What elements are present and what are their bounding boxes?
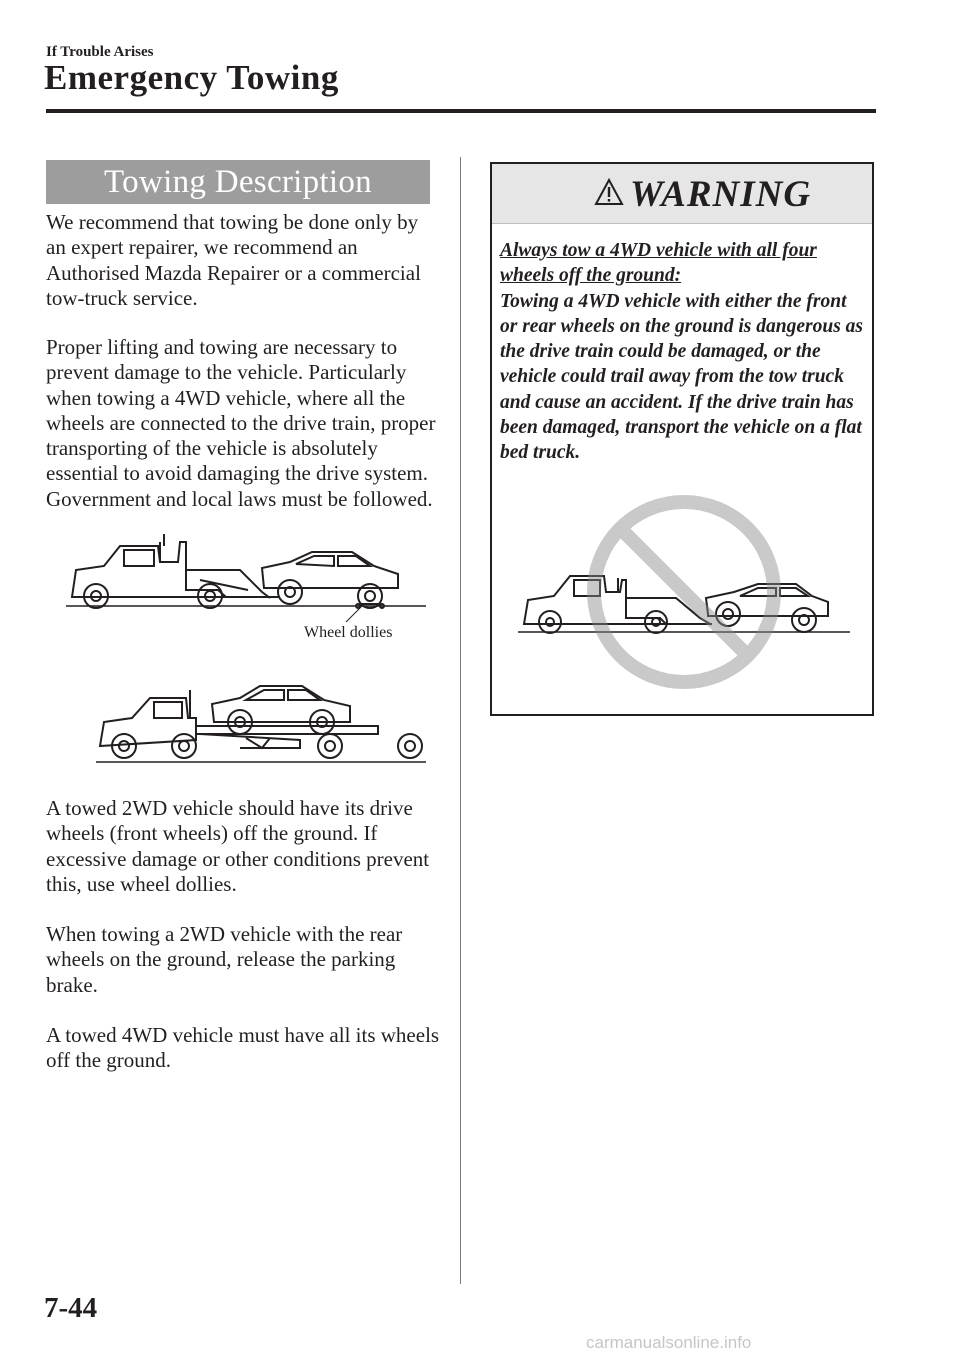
paragraph-intro: We recommend that towing be done only by an expert repairer, we recommend an Authorised Mazda Repairer or a commercial tow-truck service.: [46, 210, 421, 310]
warning-heading: Always tow a 4WD vehicle with all four wheels off the ground:: [500, 240, 817, 287]
section-title: Towing Description: [46, 160, 430, 204]
paragraph-2wd: A towed 2WD vehicle should have its drive wheels (front wheels) off the ground. If excessive damage or other conditions prevent this, use wheel dollies.: [46, 796, 430, 896]
paragraph-4wd: A towed 4WD vehicle must have all its wheels off the ground.: [46, 1023, 440, 1073]
watermark: carmanualsonline.info: [586, 1333, 752, 1352]
wheel-dollies-label: Wheel dollies: [304, 624, 393, 641]
chapter-title: Emergency Towing: [44, 58, 339, 97]
warning-title: WARNING: [630, 174, 812, 215]
breadcrumb: If Trouble Arises: [46, 44, 154, 60]
warning-body: Towing a 4WD vehicle with either the front or rear wheels on the ground is dangerous as the drive train could be damaged, or the vehicle could trail away from the tow truck and cause an accident. If the drive train has been damaged, transport the vehicle on a flat bed truck.: [500, 290, 863, 464]
paragraph-proper-lifting: Proper lifting and towing are necessary to prevent damage to the vehicle. Particularly when towing a 4WD vehicle, where all the wheels are connected to the drive train, proper transporting of the vehicle is absolutely essential to avoid damaging the drive system. Government and local laws must be followed.: [46, 335, 436, 511]
paragraph-parking-brake: When towing a 2WD vehicle with the rear wheels on the ground, release the parking brake.: [46, 922, 403, 997]
page-number: 7-44: [44, 1292, 98, 1324]
